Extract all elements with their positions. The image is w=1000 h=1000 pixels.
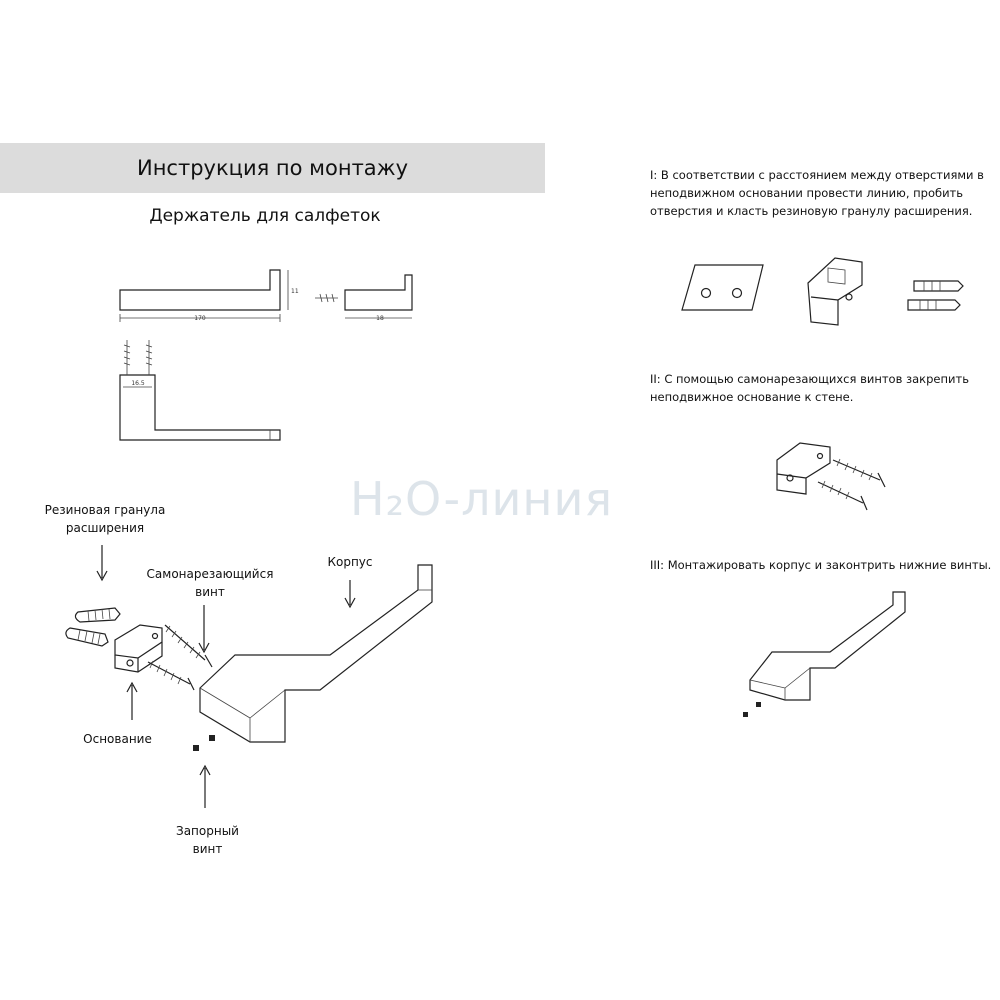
step1-plug-1 — [914, 281, 963, 291]
step1-plug-2 — [908, 300, 960, 310]
step-1-text: I: В соответствии с расстоянием между отверстиями в неподвижном основании провести линию, пробить отверстия и класть резиновую гранулу расширения. — [650, 168, 984, 218]
front-view-drawing — [120, 340, 280, 440]
dim-height: 11 — [291, 288, 299, 295]
lock-screw-2 — [209, 735, 215, 741]
step3-drawing — [743, 592, 905, 717]
label-body: Корпус — [327, 555, 373, 569]
label-lock-screw: Запорный винт — [176, 824, 239, 856]
page-title: Инструкция по монтажу — [136, 156, 409, 180]
lock-screw-1 — [193, 745, 199, 751]
top-view-drawing — [120, 270, 412, 322]
base-block-drawing — [115, 625, 162, 672]
dim-spacing: 16.5 — [131, 380, 145, 387]
step1-base-block — [808, 258, 862, 325]
label-rubber-plug: Резиновая гранула расширения — [44, 503, 166, 535]
dim-length: 170 — [194, 315, 206, 322]
label-self-tapping-screw: Самонарезающийся винт — [146, 567, 274, 599]
label-base: Основание — [83, 732, 152, 746]
step1-drawing — [682, 258, 963, 325]
step-3-text: III: Монтажировать корпус и законтрить нижние винты. — [650, 558, 992, 572]
dim-depth: 18 — [376, 315, 384, 322]
rubber-plug-drawing — [66, 608, 120, 646]
step1-wall-plate — [682, 265, 763, 310]
step2-drawing — [777, 443, 885, 510]
watermark: H₂O-линия — [350, 472, 614, 526]
step-2-text: II: С помощью самонарезающихся винтов закрепить неподвижное основание к стене. — [650, 372, 969, 404]
page-subtitle: Держатель для салфеток — [149, 206, 381, 226]
